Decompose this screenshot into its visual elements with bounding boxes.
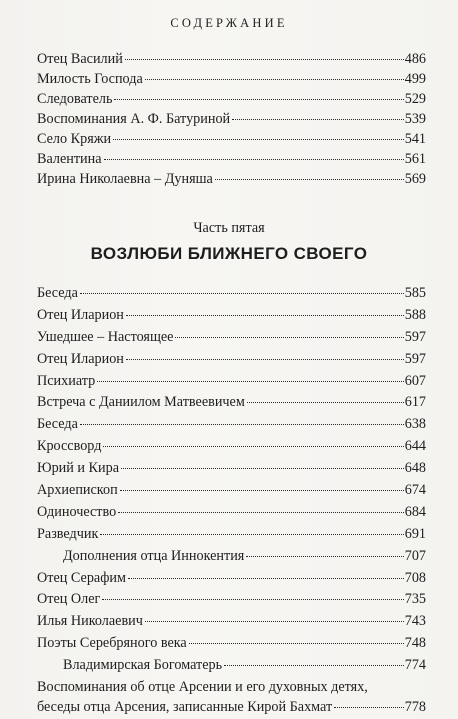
entry-title: Ирина Николаевна – Дуняша bbox=[37, 171, 213, 187]
entry-title-line-2-row bbox=[37, 697, 426, 717]
dot-leader bbox=[232, 119, 404, 120]
dot-leader bbox=[100, 534, 403, 535]
dot-leader bbox=[128, 578, 404, 579]
toc-entry[interactable] bbox=[37, 149, 426, 169]
toc-entry[interactable] bbox=[37, 633, 426, 655]
toc-entry[interactable] bbox=[37, 371, 426, 393]
entry-page-number: 569 bbox=[404, 171, 426, 187]
dot-leader bbox=[246, 556, 403, 557]
entry-title: Архиепископ bbox=[37, 482, 118, 499]
dot-leader bbox=[126, 315, 404, 316]
entry-page-number: 748 bbox=[404, 635, 426, 652]
entry-page-number: 539 bbox=[404, 111, 426, 127]
part-label: Часть пятая bbox=[193, 220, 265, 236]
entry-page-number: 708 bbox=[404, 569, 426, 586]
page-header: СОДЕРЖАНИЕ bbox=[170, 16, 288, 30]
toc-entry[interactable] bbox=[37, 169, 426, 189]
entry-page-number: 529 bbox=[404, 91, 426, 107]
dot-leader bbox=[120, 490, 404, 491]
dot-leader bbox=[189, 643, 404, 644]
entry-title: Беседа bbox=[37, 285, 78, 301]
entry-title: Ушедшее – Настоящее bbox=[37, 328, 174, 345]
dot-leader bbox=[97, 381, 404, 382]
entry-title: Отец Василий bbox=[37, 51, 123, 67]
entry-title: Дополнения отца Иннокентия bbox=[63, 547, 245, 564]
entry-title: Поэты Серебряного века bbox=[37, 635, 187, 652]
toc-entry[interactable] bbox=[37, 458, 426, 480]
entry-page-number: 486 bbox=[404, 51, 426, 67]
entry-page-number: 588 bbox=[404, 306, 426, 323]
dot-leader bbox=[80, 424, 404, 425]
entry-page-number: 597 bbox=[404, 328, 426, 345]
dot-leader bbox=[125, 59, 404, 60]
toc-entry[interactable] bbox=[37, 502, 426, 524]
dot-leader bbox=[126, 359, 404, 360]
toc-entry[interactable] bbox=[37, 89, 426, 109]
dot-leader bbox=[215, 179, 404, 180]
toc-entry[interactable] bbox=[37, 349, 426, 371]
entry-title: Встреча с Даниилом Матвеевичем bbox=[37, 394, 245, 411]
entry-page-number: 674 bbox=[404, 482, 426, 499]
toc-entry[interactable] bbox=[37, 436, 426, 458]
dot-leader bbox=[247, 402, 404, 403]
toc-entry[interactable] bbox=[37, 283, 426, 305]
toc-section-2 bbox=[37, 283, 426, 717]
entry-title: Отец Серафим bbox=[37, 569, 126, 586]
entry-page-number: 778 bbox=[404, 699, 426, 716]
entry-page-number: 541 bbox=[404, 131, 426, 147]
dot-leader bbox=[102, 599, 403, 600]
toc-entry[interactable] bbox=[37, 568, 426, 590]
entry-page-number: 617 bbox=[404, 394, 426, 411]
entry-page-number: 648 bbox=[404, 460, 426, 477]
toc-section-1 bbox=[37, 49, 426, 189]
entry-title: Разведчик bbox=[37, 525, 99, 542]
dot-leader bbox=[121, 468, 404, 469]
entry-title: Одиночество bbox=[37, 503, 117, 520]
toc-entry[interactable] bbox=[37, 611, 426, 633]
entry-title: Милость Господа bbox=[37, 71, 143, 87]
entry-title: Отец Иларион bbox=[37, 350, 124, 367]
toc-entry[interactable] bbox=[37, 305, 426, 327]
toc-entry[interactable] bbox=[37, 589, 426, 611]
dot-leader bbox=[113, 139, 404, 140]
entry-page-number: 644 bbox=[404, 438, 426, 455]
entry-title: Владимирская Богоматерь bbox=[63, 657, 223, 674]
entry-page-number: 684 bbox=[404, 503, 426, 520]
entry-page-number: 707 bbox=[404, 547, 426, 564]
toc-entry[interactable] bbox=[37, 109, 426, 129]
entry-title: Отец Олег bbox=[37, 591, 101, 608]
entry-page-number: 774 bbox=[404, 657, 426, 674]
entry-title: Психиатр bbox=[37, 372, 96, 389]
entry-page-number: 691 bbox=[404, 525, 426, 542]
dot-leader bbox=[175, 337, 403, 338]
dot-leader bbox=[118, 512, 404, 513]
dot-leader bbox=[103, 446, 403, 447]
entry-title: Юрий и Кира bbox=[37, 460, 119, 477]
toc-entry[interactable] bbox=[37, 327, 426, 349]
dot-leader bbox=[145, 79, 404, 80]
entry-title: Илья Николаевич bbox=[37, 613, 143, 630]
entry-title: Следователь bbox=[37, 91, 113, 107]
toc-entry[interactable] bbox=[37, 49, 426, 69]
dot-leader bbox=[114, 99, 403, 100]
dot-leader bbox=[80, 293, 404, 294]
dot-leader bbox=[334, 707, 404, 708]
entry-title-line-2: беседы отца Арсения, записанные Кирой Бахмат bbox=[37, 699, 333, 716]
entry-page-number: 585 bbox=[404, 285, 426, 301]
toc-entry[interactable] bbox=[37, 392, 426, 414]
entry-title: Валентина bbox=[37, 151, 102, 167]
dot-leader bbox=[224, 665, 404, 666]
toc-entry[interactable] bbox=[37, 69, 426, 89]
toc-entry-multiline[interactable] bbox=[37, 677, 426, 717]
entry-title: Отец Иларион bbox=[37, 306, 124, 323]
dot-leader bbox=[145, 621, 404, 622]
entry-page-number: 499 bbox=[404, 71, 426, 87]
toc-entry[interactable] bbox=[37, 480, 426, 502]
toc-entry[interactable] bbox=[37, 129, 426, 149]
entry-title: Село Кряжи bbox=[37, 131, 112, 147]
entry-page-number: 743 bbox=[404, 613, 426, 630]
entry-title: Кроссворд bbox=[37, 438, 102, 455]
dot-leader bbox=[104, 159, 404, 160]
toc-entry[interactable] bbox=[37, 524, 426, 546]
toc-entry[interactable] bbox=[37, 655, 426, 677]
entry-title-line-1: Воспоминания об отце Арсении и его духовных детях, bbox=[37, 679, 368, 696]
entry-page-number: 735 bbox=[404, 591, 426, 608]
toc-entry[interactable] bbox=[37, 546, 426, 568]
entry-page-number: 597 bbox=[404, 350, 426, 367]
entry-page-number: 638 bbox=[404, 416, 426, 433]
entry-title: Беседа bbox=[37, 416, 78, 433]
entry-page-number: 561 bbox=[404, 151, 426, 167]
toc-entry[interactable] bbox=[37, 414, 426, 436]
part-title: ВОЗЛЮБИ БЛИЖНЕГО СВОЕГО bbox=[90, 244, 368, 263]
entry-title: Воспоминания А. Ф. Батуриной bbox=[37, 111, 231, 127]
entry-page-number: 607 bbox=[404, 372, 426, 389]
